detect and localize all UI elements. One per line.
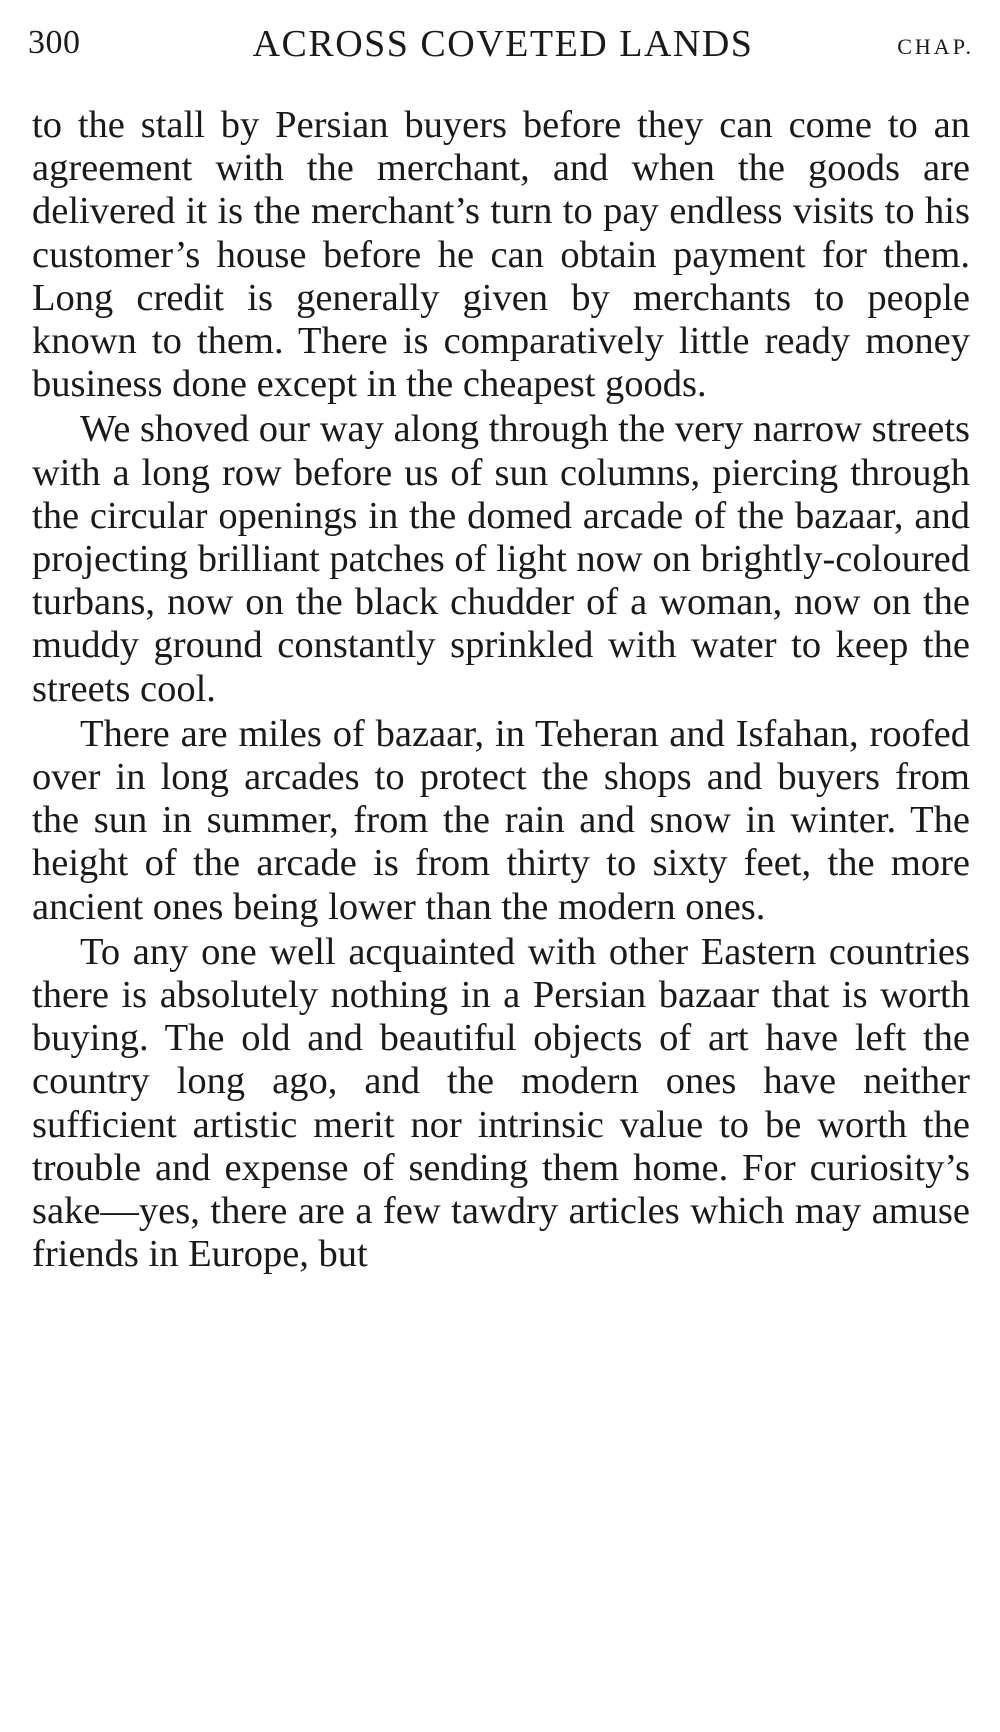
paragraph-narrow-streets: We shoved our way along through the very narrow streets with a long row before us of sun columns, piercing through the circular openings in the domed arcade of the bazaar, and projecting brilliant patches of light now on brightly-coloured turbans, now on the black chudder of a woman, now on the muddy ground constantly sprinkled with water to keep the streets cool. [32, 408, 970, 710]
page-header [28, 18, 978, 68]
paragraph-miles-of-bazaar: There are miles of bazaar, in Teheran and Isfahan, roofed over in long arcades to protect the shops and buyers from the sun in summer, from the rain and snow in winter. The height of the arcade is from thirty to sixty feet, the more ancient ones being lower than the modern ones. [32, 712, 970, 928]
page-body [32, 104, 970, 1276]
paragraph-persian-bazaar: To any one well acquainted with other Eastern countries there is absolutely nothing in a Persian bazaar that is worth buying. The old and beautiful objects of art have left the country long ago, and the modern ones have neither sufficient artistic merit nor intrinsic value to be worth the trouble and expense of sending them home. For curiosity’s sake—yes, there are a few tawdry articles which may amuse friends in Europe, but [32, 930, 970, 1276]
running-title: ACROSS COVETED LANDS [252, 23, 754, 65]
paragraph-continued: to the stall by Persian buyers before they can come to an agreement with the merchant, and when the goods are delivered it is the merchant’s turn to pay endless visits to his customer’s house before he can obtain payment for them. Long credit is generally given by merchants to people known to them. There is comparatively little ready money business done except in the cheapest goods. [32, 104, 970, 406]
chapter-label: CHAP. [897, 34, 974, 59]
page-number: 300 [28, 24, 81, 61]
